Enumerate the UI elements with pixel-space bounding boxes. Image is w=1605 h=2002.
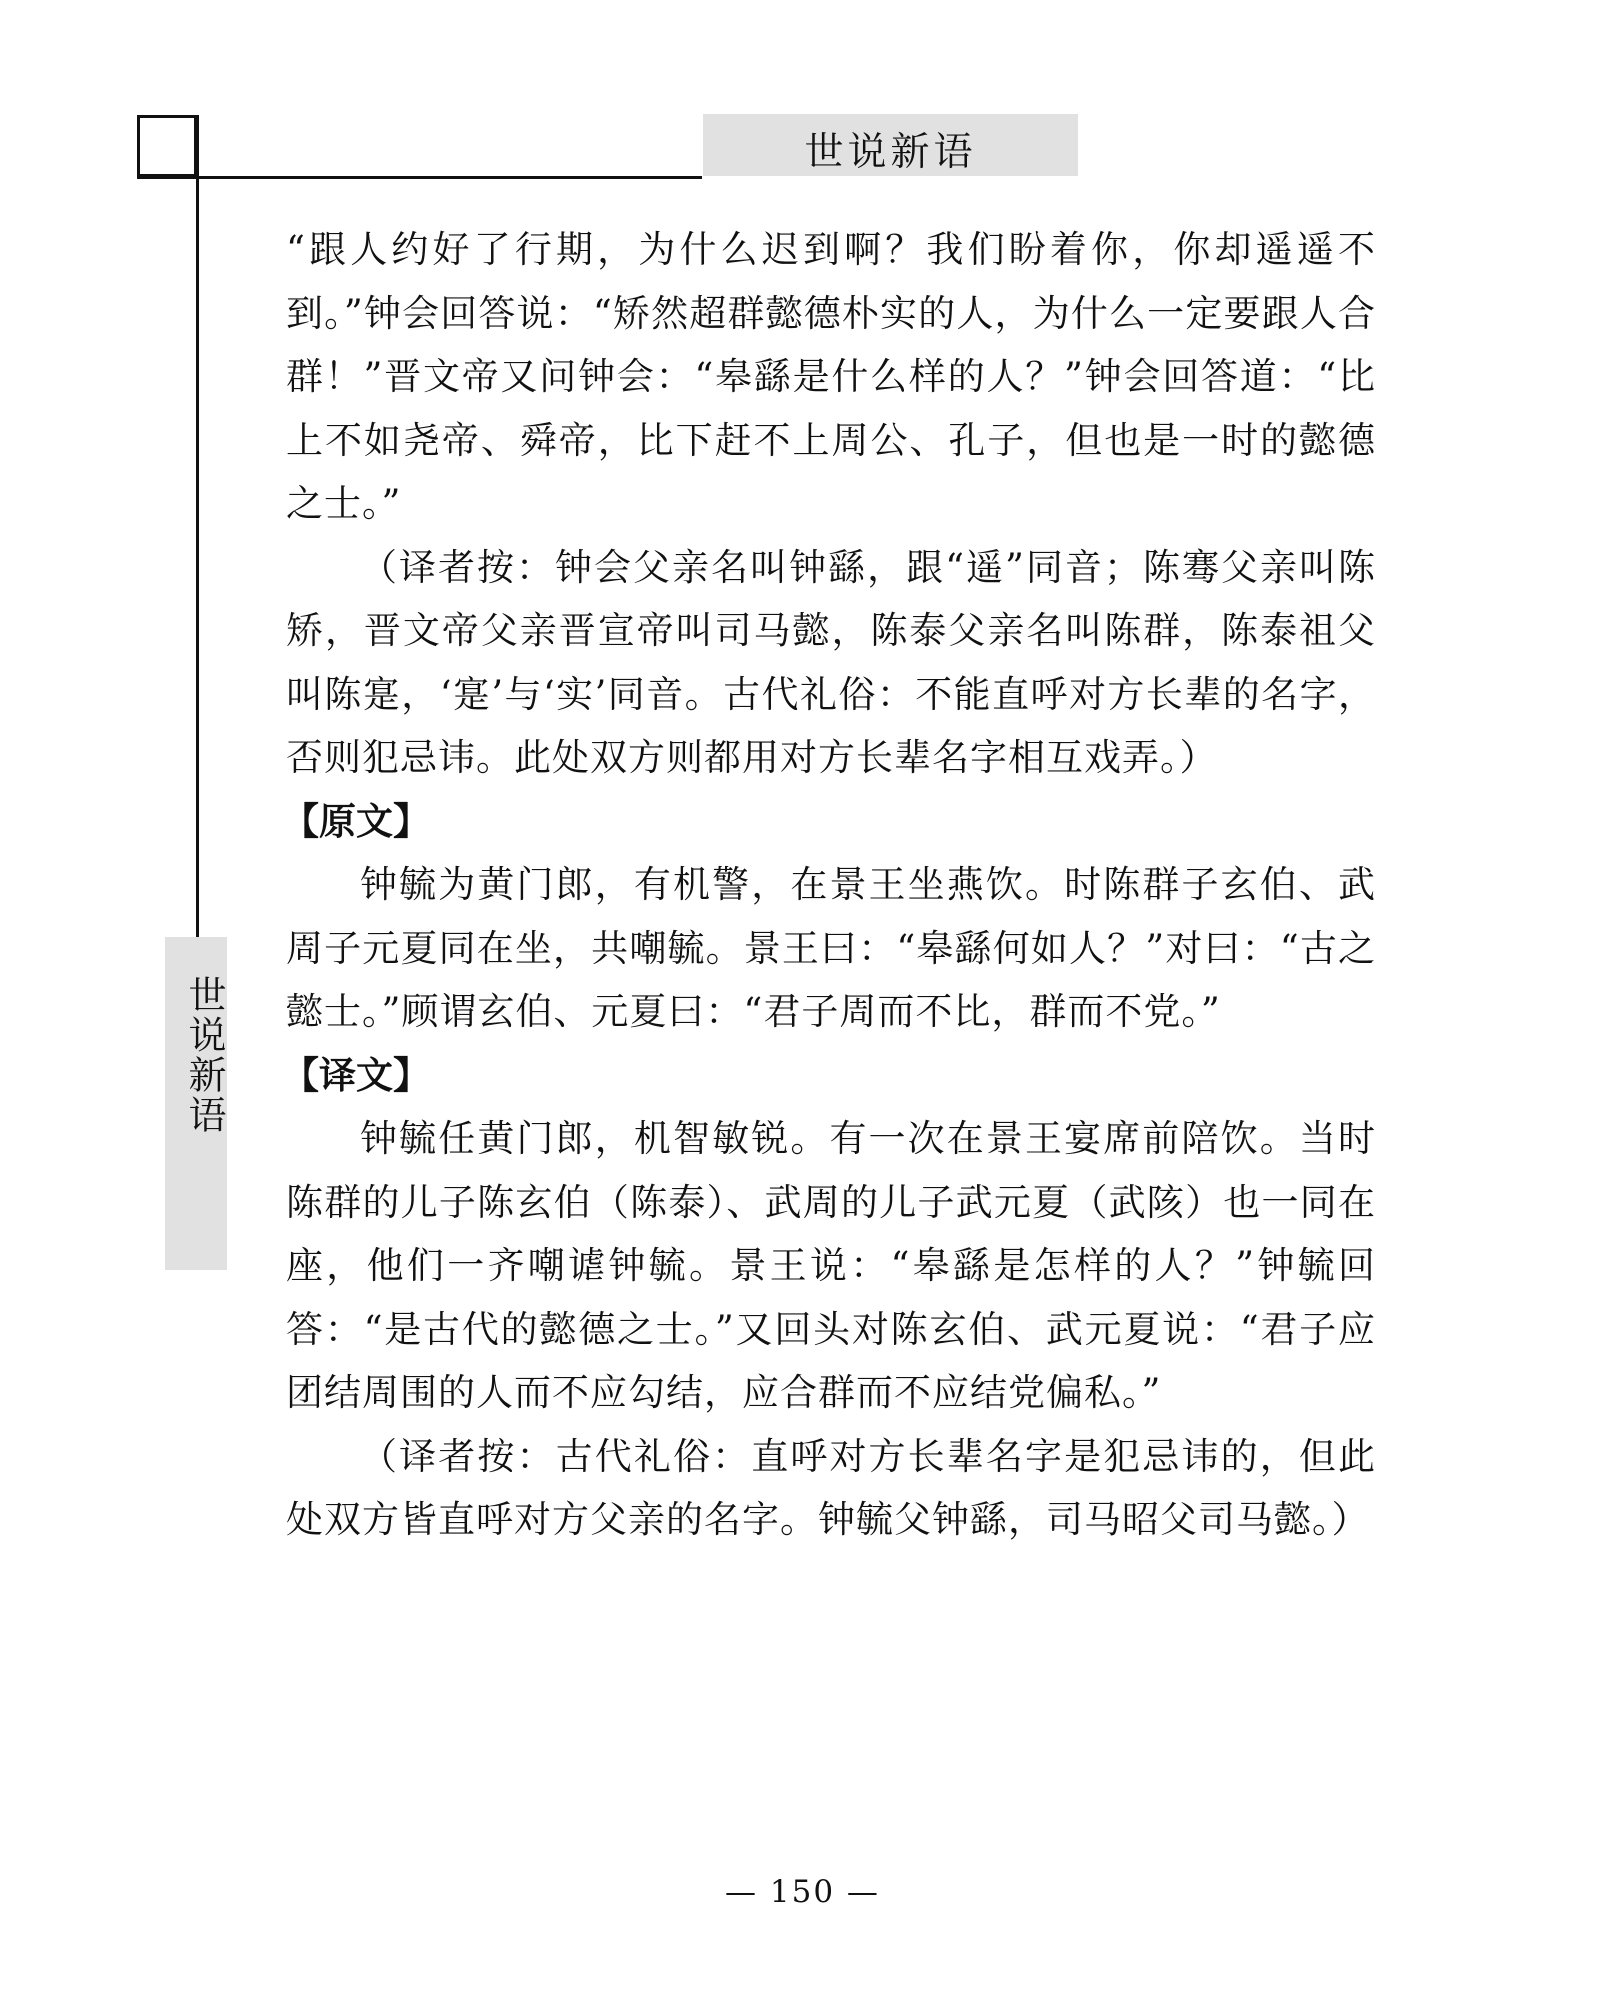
page-number: — 150 —	[725, 1874, 880, 1910]
translator-note: （译者按：钟会父亲名叫钟繇，跟“遥”同音；陈骞父亲叫陈矫，晋文帝父亲晋宣帝叫司马懿，陈泰父亲名叫陈群，陈泰祖父叫陈寔，‘寔’与‘实’同音。古代礼俗：不能直呼对方长辈的名字，否则犯忌讳。此处双方则都用对方长辈名字相互戏弄。）	[286, 545, 1376, 779]
running-header-title: 世说新语	[804, 130, 977, 175]
section-heading-original: 【原文】	[282, 799, 430, 843]
running-header	[703, 114, 1078, 176]
margin-vertical-rule	[196, 115, 199, 937]
header-rule	[137, 176, 702, 179]
translator-note-2: （译者按：古代礼俗：直呼对方长辈名字是犯忌讳的，但此处双方皆直呼对方父亲的名字。钟毓父钟繇，司马昭父司马懿。）	[286, 1434, 1376, 1541]
side-tab	[165, 937, 227, 1270]
page-body	[282, 218, 1376, 1552]
translation-paragraph: 钟毓任黄门郎，机智敏锐。有一次在景王宴席前陪饮。当时陈群的儿子陈玄伯（陈泰）、武周的儿子武元夏（武陔）也一同在座，他们一齐嘲谑钟毓。景王说：“皋繇是怎样的人？”钟毓回答：“是古代的懿德之士。”又回头对陈玄伯、武元夏说：“君子应团结周围的人而不应勾结，应合群而不应结党偏私。”	[286, 1117, 1376, 1414]
header-corner-box	[137, 115, 197, 177]
original-text-paragraph: 钟毓为黄门郎，有机警，在景王坐燕饮。时陈群子玄伯、武周子元夏同在坐，共嘲毓。景王曰：“皋繇何如人？”对曰：“古之懿士。”顾谓玄伯、元夏曰：“君子周而不比，群而不党。”	[286, 863, 1376, 1033]
translation-continued-paragraph: “跟人约好了行期，为什么迟到啊？我们盼着你，你却遥遥不到。”钟会回答说：“矫然超群懿德朴实的人，为什么一定要跟人合群！”晋文帝又问钟会：“皋繇是什么样的人？”钟会回答道：“比上不如尧帝、舜帝，比下赶不上周公、孔子，但也是一时的懿德之士。”	[286, 228, 1376, 525]
side-tab-label: 世说新语	[182, 975, 226, 1135]
section-heading-translation: 【译文】	[282, 1053, 430, 1097]
